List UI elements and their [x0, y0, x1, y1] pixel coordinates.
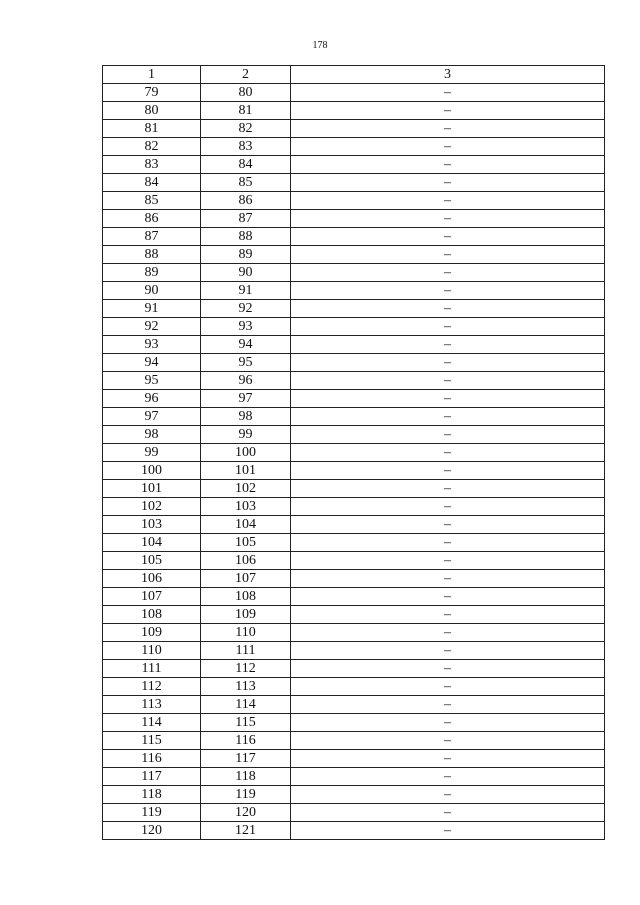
table-cell-col-1: 116 [103, 750, 201, 768]
table-cell-col-3: – [291, 660, 605, 678]
table-row [103, 282, 605, 300]
table-cell-col-1: 81 [103, 120, 201, 138]
table-cell-col-2: 110 [201, 624, 291, 642]
table-cell-col-1: 89 [103, 264, 201, 282]
table-cell-col-1: 103 [103, 516, 201, 534]
table-cell-col-3: – [291, 624, 605, 642]
table-cell-col-3: – [291, 678, 605, 696]
table-row [103, 750, 605, 768]
table-cell-col-2: 94 [201, 336, 291, 354]
table-cell-col-1: 102 [103, 498, 201, 516]
table-cell-col-3: – [291, 426, 605, 444]
table-row [103, 498, 605, 516]
table-cell-col-1: 92 [103, 318, 201, 336]
table-cell-col-3: – [291, 732, 605, 750]
table-cell-col-1: 95 [103, 372, 201, 390]
table-cell-col-1: 96 [103, 390, 201, 408]
table-cell-col-1: 106 [103, 570, 201, 588]
table-cell-col-1: 83 [103, 156, 201, 174]
table-cell-col-2: 91 [201, 282, 291, 300]
table-row [103, 318, 605, 336]
table-row [103, 768, 605, 786]
table-cell-col-1: 117 [103, 768, 201, 786]
column-header-2: 2 [201, 66, 291, 84]
table-row [103, 570, 605, 588]
table-cell-col-3: – [291, 408, 605, 426]
table-cell-col-2: 92 [201, 300, 291, 318]
table-cell-col-2: 116 [201, 732, 291, 750]
table-cell-col-1: 104 [103, 534, 201, 552]
table-row [103, 174, 605, 192]
table-cell-col-3: – [291, 750, 605, 768]
table-row [103, 516, 605, 534]
table-cell-col-3: – [291, 228, 605, 246]
table-cell-col-3: – [291, 516, 605, 534]
table-cell-col-3: – [291, 318, 605, 336]
table-cell-col-2: 103 [201, 498, 291, 516]
table-cell-col-2: 113 [201, 678, 291, 696]
table-cell-col-1: 87 [103, 228, 201, 246]
table-cell-col-2: 97 [201, 390, 291, 408]
table-cell-col-3: – [291, 822, 605, 840]
table-cell-col-2: 89 [201, 246, 291, 264]
table-row [103, 444, 605, 462]
table-row [103, 354, 605, 372]
table-cell-col-3: – [291, 282, 605, 300]
table-row [103, 804, 605, 822]
table-row [103, 336, 605, 354]
data-table-container [102, 65, 604, 840]
table-cell-col-2: 111 [201, 642, 291, 660]
table-cell-col-1: 85 [103, 192, 201, 210]
table-cell-col-2: 105 [201, 534, 291, 552]
table-row [103, 642, 605, 660]
table-header [103, 66, 605, 84]
table-cell-col-2: 107 [201, 570, 291, 588]
table-cell-col-1: 93 [103, 336, 201, 354]
table-cell-col-3: – [291, 462, 605, 480]
table-cell-col-1: 115 [103, 732, 201, 750]
table-cell-col-1: 90 [103, 282, 201, 300]
table-row [103, 408, 605, 426]
table-row [103, 696, 605, 714]
table-cell-col-2: 102 [201, 480, 291, 498]
table-cell-col-3: – [291, 138, 605, 156]
table-cell-col-3: – [291, 336, 605, 354]
table-row [103, 588, 605, 606]
table-cell-col-3: – [291, 264, 605, 282]
table-row [103, 678, 605, 696]
table-row [103, 426, 605, 444]
table-cell-col-3: – [291, 480, 605, 498]
table-cell-col-3: – [291, 372, 605, 390]
table-cell-col-3: – [291, 102, 605, 120]
table-cell-col-3: – [291, 174, 605, 192]
header-row [103, 66, 605, 84]
table-cell-col-1: 99 [103, 444, 201, 462]
table-cell-col-2: 114 [201, 696, 291, 714]
table-cell-col-3: – [291, 786, 605, 804]
table-row [103, 714, 605, 732]
page-number: 178 [312, 40, 328, 51]
table-cell-col-3: – [291, 444, 605, 462]
table-cell-col-2: 85 [201, 174, 291, 192]
table-cell-col-1: 101 [103, 480, 201, 498]
table-row [103, 552, 605, 570]
table-cell-col-1: 98 [103, 426, 201, 444]
table-body [103, 84, 605, 840]
table-row [103, 732, 605, 750]
table-row [103, 84, 605, 102]
table-cell-col-1: 79 [103, 84, 201, 102]
table-row [103, 534, 605, 552]
table-cell-col-3: – [291, 192, 605, 210]
table-cell-col-2: 100 [201, 444, 291, 462]
table-cell-col-1: 97 [103, 408, 201, 426]
table-cell-col-2: 121 [201, 822, 291, 840]
table-row [103, 606, 605, 624]
table-cell-col-3: – [291, 210, 605, 228]
table-cell-col-1: 120 [103, 822, 201, 840]
table-cell-col-3: – [291, 498, 605, 516]
table-row [103, 822, 605, 840]
table-cell-col-2: 87 [201, 210, 291, 228]
table-row [103, 390, 605, 408]
table-cell-col-1: 80 [103, 102, 201, 120]
table-cell-col-2: 98 [201, 408, 291, 426]
column-header-1: 1 [103, 66, 201, 84]
table-cell-col-3: – [291, 642, 605, 660]
table-cell-col-2: 109 [201, 606, 291, 624]
table-cell-col-2: 119 [201, 786, 291, 804]
table-cell-col-2: 81 [201, 102, 291, 120]
table-cell-col-1: 118 [103, 786, 201, 804]
table-cell-col-1: 91 [103, 300, 201, 318]
table-cell-col-3: – [291, 570, 605, 588]
table-cell-col-3: – [291, 300, 605, 318]
table-row [103, 246, 605, 264]
table-cell-col-1: 84 [103, 174, 201, 192]
table-row [103, 210, 605, 228]
table-cell-col-1: 108 [103, 606, 201, 624]
table-cell-col-2: 84 [201, 156, 291, 174]
table-cell-col-3: – [291, 84, 605, 102]
table-cell-col-3: – [291, 768, 605, 786]
table-row [103, 264, 605, 282]
table-cell-col-3: – [291, 390, 605, 408]
table-cell-col-1: 100 [103, 462, 201, 480]
data-table [102, 65, 605, 840]
table-cell-col-1: 105 [103, 552, 201, 570]
table-cell-col-3: – [291, 246, 605, 264]
table-cell-col-2: 80 [201, 84, 291, 102]
table-cell-col-1: 111 [103, 660, 201, 678]
table-cell-col-1: 94 [103, 354, 201, 372]
table-cell-col-2: 90 [201, 264, 291, 282]
table-row [103, 228, 605, 246]
table-cell-col-2: 104 [201, 516, 291, 534]
table-cell-col-1: 107 [103, 588, 201, 606]
table-cell-col-2: 95 [201, 354, 291, 372]
table-cell-col-2: 118 [201, 768, 291, 786]
table-row [103, 120, 605, 138]
table-row [103, 624, 605, 642]
table-cell-col-2: 93 [201, 318, 291, 336]
table-cell-col-2: 115 [201, 714, 291, 732]
table-cell-col-3: – [291, 714, 605, 732]
table-cell-col-2: 96 [201, 372, 291, 390]
table-cell-col-2: 83 [201, 138, 291, 156]
table-cell-col-2: 88 [201, 228, 291, 246]
table-cell-col-1: 112 [103, 678, 201, 696]
table-cell-col-1: 88 [103, 246, 201, 264]
table-row [103, 372, 605, 390]
table-row [103, 660, 605, 678]
table-cell-col-2: 106 [201, 552, 291, 570]
table-cell-col-1: 86 [103, 210, 201, 228]
table-cell-col-1: 119 [103, 804, 201, 822]
table-cell-col-3: – [291, 588, 605, 606]
table-row [103, 480, 605, 498]
table-cell-col-3: – [291, 354, 605, 372]
table-row [103, 300, 605, 318]
table-cell-col-2: 99 [201, 426, 291, 444]
table-cell-col-3: – [291, 120, 605, 138]
table-cell-col-2: 86 [201, 192, 291, 210]
table-cell-col-3: – [291, 156, 605, 174]
table-cell-col-2: 112 [201, 660, 291, 678]
table-cell-col-3: – [291, 534, 605, 552]
table-row [103, 138, 605, 156]
table-cell-col-3: – [291, 606, 605, 624]
table-cell-col-1: 113 [103, 696, 201, 714]
table-row [103, 786, 605, 804]
table-cell-col-3: – [291, 552, 605, 570]
table-row [103, 102, 605, 120]
table-cell-col-2: 82 [201, 120, 291, 138]
table-cell-col-1: 109 [103, 624, 201, 642]
table-row [103, 156, 605, 174]
column-header-3: 3 [291, 66, 605, 84]
table-cell-col-3: – [291, 696, 605, 714]
table-row [103, 192, 605, 210]
table-cell-col-1: 114 [103, 714, 201, 732]
table-row [103, 462, 605, 480]
table-cell-col-2: 120 [201, 804, 291, 822]
table-cell-col-3: – [291, 804, 605, 822]
table-cell-col-2: 117 [201, 750, 291, 768]
table-cell-col-2: 101 [201, 462, 291, 480]
table-cell-col-1: 110 [103, 642, 201, 660]
table-cell-col-1: 82 [103, 138, 201, 156]
table-cell-col-2: 108 [201, 588, 291, 606]
